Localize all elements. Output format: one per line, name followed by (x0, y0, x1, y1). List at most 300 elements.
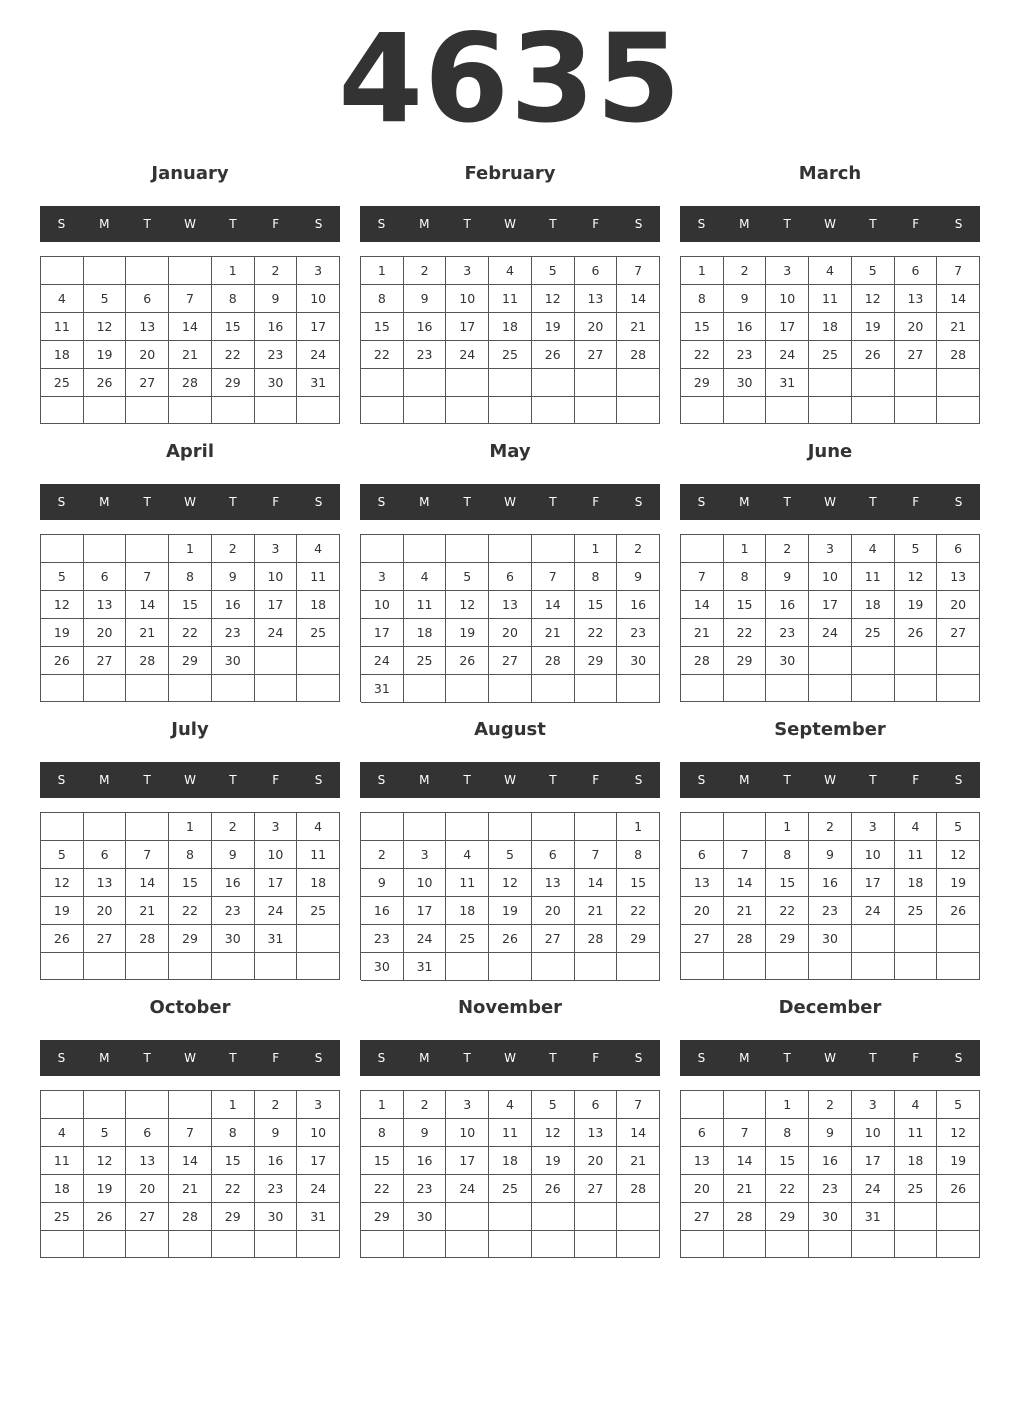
day-cell (361, 535, 404, 563)
day-cell: 17 (852, 869, 895, 897)
month-name: July (171, 719, 209, 740)
day-cell (809, 397, 852, 424)
month-name: April (165, 441, 215, 462)
day-grid (680, 1090, 980, 1258)
day-cell: 21 (169, 341, 212, 369)
day-cell: 28 (169, 369, 212, 397)
day-cell: 4 (41, 1119, 84, 1147)
day-cell: 3 (297, 1091, 340, 1119)
day-cell: 31 (297, 369, 340, 397)
weekday-header (360, 1040, 660, 1076)
day-cell: 29 (169, 925, 212, 953)
day-cell: 17 (361, 619, 404, 647)
day-cell: 1 (766, 813, 809, 841)
day-cell: 10 (852, 1119, 895, 1147)
day-cell: 8 (766, 1119, 809, 1147)
day-cell: 10 (852, 841, 895, 869)
day-cell: 10 (255, 841, 298, 869)
day-cell: 26 (41, 647, 84, 675)
day-cell: 3 (361, 563, 404, 591)
day-cell (937, 1231, 980, 1258)
day-cell: 11 (41, 1147, 84, 1175)
day-cell (84, 535, 127, 563)
day-cell: 23 (724, 341, 767, 369)
day-cell: 27 (84, 647, 127, 675)
day-cell: 28 (724, 925, 767, 953)
day-cell (446, 953, 489, 981)
day-cell: 8 (617, 841, 660, 869)
day-cell: 24 (255, 897, 298, 925)
day-cell: 16 (724, 313, 767, 341)
day-cell: 25 (489, 341, 532, 369)
day-cell: 19 (446, 619, 489, 647)
day-cell (575, 1231, 618, 1258)
day-cell (617, 1203, 660, 1231)
day-cell (575, 397, 618, 425)
day-cell: 22 (169, 619, 212, 647)
day-cell: 2 (809, 1091, 852, 1119)
day-cell (681, 953, 724, 980)
day-cell: 11 (297, 563, 340, 591)
day-cell: 13 (575, 285, 618, 313)
month-name: November (457, 997, 563, 1018)
day-cell (212, 1231, 255, 1258)
day-cell: 22 (766, 897, 809, 925)
day-cell: 8 (212, 1119, 255, 1147)
day-cell: 28 (532, 647, 575, 675)
day-cell: 26 (489, 925, 532, 953)
day-cell: 21 (617, 1147, 660, 1175)
day-cell: 7 (126, 563, 169, 591)
day-cell: 16 (212, 869, 255, 897)
day-cell (84, 675, 127, 702)
day-cell: 14 (532, 591, 575, 619)
day-cell: 22 (169, 897, 212, 925)
day-cell: 4 (404, 563, 447, 591)
weekday-label: S (314, 1051, 323, 1065)
day-grid (360, 256, 660, 424)
day-cell (212, 397, 255, 424)
day-cell: 5 (84, 285, 127, 313)
day-cell: 27 (575, 1175, 618, 1203)
day-cell (937, 1203, 980, 1231)
day-cell: 15 (361, 1147, 404, 1175)
day-cell (41, 1091, 84, 1119)
day-cell: 18 (41, 341, 84, 369)
day-cell: 8 (681, 285, 724, 313)
day-cell: 23 (766, 619, 809, 647)
day-cell: 16 (404, 313, 447, 341)
day-cell: 5 (41, 563, 84, 591)
day-cell: 29 (766, 1203, 809, 1231)
day-cell: 29 (361, 1203, 404, 1231)
weekday-label: T (549, 773, 557, 787)
day-cell (169, 1091, 212, 1119)
day-cell: 28 (617, 1175, 660, 1203)
day-cell: 18 (895, 1147, 938, 1175)
day-cell (895, 647, 938, 675)
day-cell (84, 257, 127, 285)
day-cell: 18 (41, 1175, 84, 1203)
day-cell: 30 (617, 647, 660, 675)
day-cell: 3 (852, 813, 895, 841)
day-cell (532, 1231, 575, 1258)
day-grid (360, 1090, 660, 1258)
weekday-label: S (314, 495, 323, 509)
day-cell: 29 (724, 647, 767, 675)
day-cell: 26 (41, 925, 84, 953)
weekday-label: F (912, 773, 920, 787)
day-cell: 19 (84, 341, 127, 369)
day-cell (852, 925, 895, 953)
day-cell (41, 953, 84, 980)
day-cell: 21 (532, 619, 575, 647)
day-cell (532, 535, 575, 563)
weekday-label: W (824, 217, 836, 231)
weekday-label: M (739, 217, 750, 231)
day-grid (360, 812, 660, 980)
day-cell: 11 (895, 1119, 938, 1147)
day-cell: 7 (169, 285, 212, 313)
day-cell (937, 675, 980, 702)
day-cell (575, 369, 618, 397)
day-cell: 17 (852, 1147, 895, 1175)
day-cell: 5 (446, 563, 489, 591)
day-cell (724, 397, 767, 424)
day-cell (809, 647, 852, 675)
day-cell: 22 (724, 619, 767, 647)
weekday-label: M (419, 1051, 430, 1065)
day-cell (446, 1231, 489, 1258)
day-cell: 30 (361, 953, 404, 981)
month-name: May (489, 441, 531, 462)
day-cell: 9 (212, 563, 255, 591)
day-cell: 18 (489, 313, 532, 341)
day-cell: 18 (297, 869, 340, 897)
day-cell: 18 (404, 619, 447, 647)
day-cell: 12 (937, 841, 980, 869)
day-cell (937, 925, 980, 953)
day-cell: 30 (404, 1203, 447, 1231)
day-cell: 7 (532, 563, 575, 591)
weekday-label: T (143, 217, 151, 231)
weekday-label: T (783, 773, 791, 787)
day-cell: 3 (809, 535, 852, 563)
day-cell (852, 397, 895, 424)
day-cell: 22 (766, 1175, 809, 1203)
day-cell (297, 397, 340, 424)
day-cell: 1 (681, 257, 724, 285)
month-name: August (474, 719, 546, 740)
day-cell: 29 (212, 1203, 255, 1231)
day-cell (575, 953, 618, 981)
day-cell: 20 (937, 591, 980, 619)
day-cell: 10 (297, 1119, 340, 1147)
day-cell: 22 (212, 1175, 255, 1203)
day-cell: 16 (809, 869, 852, 897)
day-cell: 25 (404, 647, 447, 675)
day-cell: 27 (126, 369, 169, 397)
day-cell: 1 (575, 535, 618, 563)
weekday-label: M (99, 1051, 110, 1065)
day-cell: 9 (361, 869, 404, 897)
day-cell: 1 (361, 257, 404, 285)
weekday-label: S (697, 773, 706, 787)
day-cell (852, 369, 895, 397)
day-cell: 4 (489, 1091, 532, 1119)
month-name: February (464, 163, 556, 184)
day-cell: 20 (84, 619, 127, 647)
day-cell: 16 (617, 591, 660, 619)
day-cell (617, 397, 660, 425)
day-cell (766, 397, 809, 424)
day-cell (297, 925, 340, 953)
day-cell: 27 (681, 1203, 724, 1231)
weekday-label: T (229, 773, 237, 787)
weekday-label: M (99, 773, 110, 787)
day-cell: 9 (724, 285, 767, 313)
day-cell: 25 (41, 1203, 84, 1231)
day-cell: 17 (766, 313, 809, 341)
day-cell: 22 (575, 619, 618, 647)
day-cell (532, 369, 575, 397)
weekday-label: T (229, 495, 237, 509)
day-cell: 12 (532, 1119, 575, 1147)
day-cell (404, 813, 447, 841)
day-cell: 25 (41, 369, 84, 397)
day-cell (809, 675, 852, 702)
day-cell: 26 (532, 341, 575, 369)
day-cell: 7 (169, 1119, 212, 1147)
day-cell: 17 (446, 313, 489, 341)
day-cell: 9 (809, 1119, 852, 1147)
day-cell: 21 (937, 313, 980, 341)
weekday-label: S (57, 217, 66, 231)
day-cell (84, 953, 127, 980)
day-cell (532, 1203, 575, 1231)
weekday-label: T (783, 1051, 791, 1065)
day-cell: 24 (852, 1175, 895, 1203)
day-cell: 11 (297, 841, 340, 869)
weekday-label: F (912, 1051, 920, 1065)
weekday-label: F (592, 1051, 600, 1065)
day-cell (169, 257, 212, 285)
day-cell: 13 (126, 1147, 169, 1175)
day-cell: 14 (169, 313, 212, 341)
day-cell: 31 (255, 925, 298, 953)
day-cell: 29 (575, 647, 618, 675)
weekday-label: S (697, 217, 706, 231)
day-cell: 14 (575, 869, 618, 897)
day-cell: 26 (446, 647, 489, 675)
day-cell: 5 (489, 841, 532, 869)
day-cell: 25 (297, 897, 340, 925)
day-cell: 24 (809, 619, 852, 647)
day-cell: 9 (255, 285, 298, 313)
day-cell: 14 (169, 1147, 212, 1175)
day-cell: 7 (724, 1119, 767, 1147)
weekday-label: M (419, 217, 430, 231)
day-cell: 12 (895, 563, 938, 591)
day-cell: 9 (404, 285, 447, 313)
day-cell: 14 (724, 1147, 767, 1175)
weekday-label: S (57, 773, 66, 787)
day-cell: 14 (126, 591, 169, 619)
day-cell (126, 397, 169, 424)
day-cell: 25 (895, 1175, 938, 1203)
day-cell: 4 (852, 535, 895, 563)
day-cell: 3 (446, 257, 489, 285)
day-grid (40, 812, 340, 980)
day-cell: 7 (724, 841, 767, 869)
day-cell: 7 (681, 563, 724, 591)
day-cell (766, 1231, 809, 1258)
day-cell: 19 (532, 313, 575, 341)
day-cell: 4 (297, 535, 340, 563)
day-cell: 14 (681, 591, 724, 619)
day-cell (617, 675, 660, 703)
day-cell (895, 953, 938, 980)
day-cell: 29 (212, 369, 255, 397)
month-name: January (151, 163, 229, 184)
day-cell (766, 675, 809, 702)
day-cell (937, 369, 980, 397)
weekday-label: T (463, 217, 471, 231)
day-cell (681, 675, 724, 702)
weekday-label: W (184, 217, 196, 231)
day-cell: 11 (895, 841, 938, 869)
day-cell: 10 (446, 1119, 489, 1147)
day-cell: 14 (937, 285, 980, 313)
month-name: October (149, 997, 231, 1018)
day-cell: 23 (255, 1175, 298, 1203)
day-cell (84, 813, 127, 841)
day-cell (446, 535, 489, 563)
day-cell (404, 535, 447, 563)
weekday-label: W (184, 495, 196, 509)
day-cell: 22 (361, 341, 404, 369)
day-cell: 25 (446, 925, 489, 953)
day-cell (126, 813, 169, 841)
weekday-label: F (272, 1051, 280, 1065)
day-cell: 13 (84, 869, 127, 897)
day-cell: 25 (489, 1175, 532, 1203)
day-cell: 28 (681, 647, 724, 675)
day-cell: 28 (617, 341, 660, 369)
day-cell (361, 397, 404, 425)
weekday-label: F (592, 217, 600, 231)
day-cell: 31 (766, 369, 809, 397)
day-cell: 27 (84, 925, 127, 953)
day-cell: 15 (361, 313, 404, 341)
day-cell (681, 397, 724, 424)
day-cell (809, 1231, 852, 1258)
day-cell: 19 (489, 897, 532, 925)
weekday-label: M (419, 773, 430, 787)
day-cell (212, 953, 255, 980)
day-cell (617, 953, 660, 981)
day-cell (575, 1203, 618, 1231)
day-cell: 19 (937, 1147, 980, 1175)
weekday-label: W (504, 495, 516, 509)
weekday-label: T (229, 1051, 237, 1065)
day-cell: 8 (169, 563, 212, 591)
day-cell (126, 535, 169, 563)
day-grid (40, 256, 340, 424)
day-cell: 3 (255, 813, 298, 841)
weekday-label: S (697, 1051, 706, 1065)
day-cell: 6 (937, 535, 980, 563)
weekday-label: S (634, 217, 643, 231)
day-cell (41, 813, 84, 841)
day-cell (126, 1091, 169, 1119)
day-cell (446, 675, 489, 703)
day-cell (212, 675, 255, 702)
day-cell: 16 (212, 591, 255, 619)
day-cell: 28 (169, 1203, 212, 1231)
day-cell (532, 675, 575, 703)
weekday-label: F (272, 773, 280, 787)
day-cell: 27 (575, 341, 618, 369)
weekday-label: F (272, 217, 280, 231)
day-cell: 9 (809, 841, 852, 869)
weekday-label: W (504, 773, 516, 787)
day-cell: 20 (681, 1175, 724, 1203)
day-cell (489, 813, 532, 841)
weekday-header (360, 206, 660, 242)
day-cell: 12 (41, 869, 84, 897)
day-cell: 25 (895, 897, 938, 925)
day-cell: 2 (255, 1091, 298, 1119)
day-cell: 22 (617, 897, 660, 925)
day-cell: 5 (937, 813, 980, 841)
day-cell: 11 (852, 563, 895, 591)
day-cell: 15 (724, 591, 767, 619)
day-cell (84, 1091, 127, 1119)
day-cell: 27 (895, 341, 938, 369)
day-cell: 2 (255, 257, 298, 285)
day-cell: 16 (766, 591, 809, 619)
day-cell: 4 (895, 813, 938, 841)
year-title: 4635 (338, 8, 682, 150)
day-cell: 4 (41, 285, 84, 313)
day-cell: 13 (895, 285, 938, 313)
day-cell: 7 (126, 841, 169, 869)
day-cell (895, 925, 938, 953)
weekday-label: T (869, 773, 877, 787)
day-cell: 29 (766, 925, 809, 953)
day-cell: 8 (575, 563, 618, 591)
day-cell: 4 (809, 257, 852, 285)
day-cell: 30 (212, 647, 255, 675)
day-cell (681, 1231, 724, 1258)
weekday-header (40, 1040, 340, 1076)
weekday-label: F (592, 773, 600, 787)
day-cell: 6 (575, 1091, 618, 1119)
weekday-header (680, 1040, 980, 1076)
day-cell: 3 (766, 257, 809, 285)
day-cell (169, 953, 212, 980)
weekday-label: M (99, 217, 110, 231)
weekday-label: S (954, 1051, 963, 1065)
weekday-label: T (869, 495, 877, 509)
weekday-label: T (549, 217, 557, 231)
day-cell: 20 (126, 341, 169, 369)
day-cell: 30 (255, 1203, 298, 1231)
day-cell: 15 (212, 1147, 255, 1175)
day-cell: 20 (532, 897, 575, 925)
day-cell (404, 675, 447, 703)
